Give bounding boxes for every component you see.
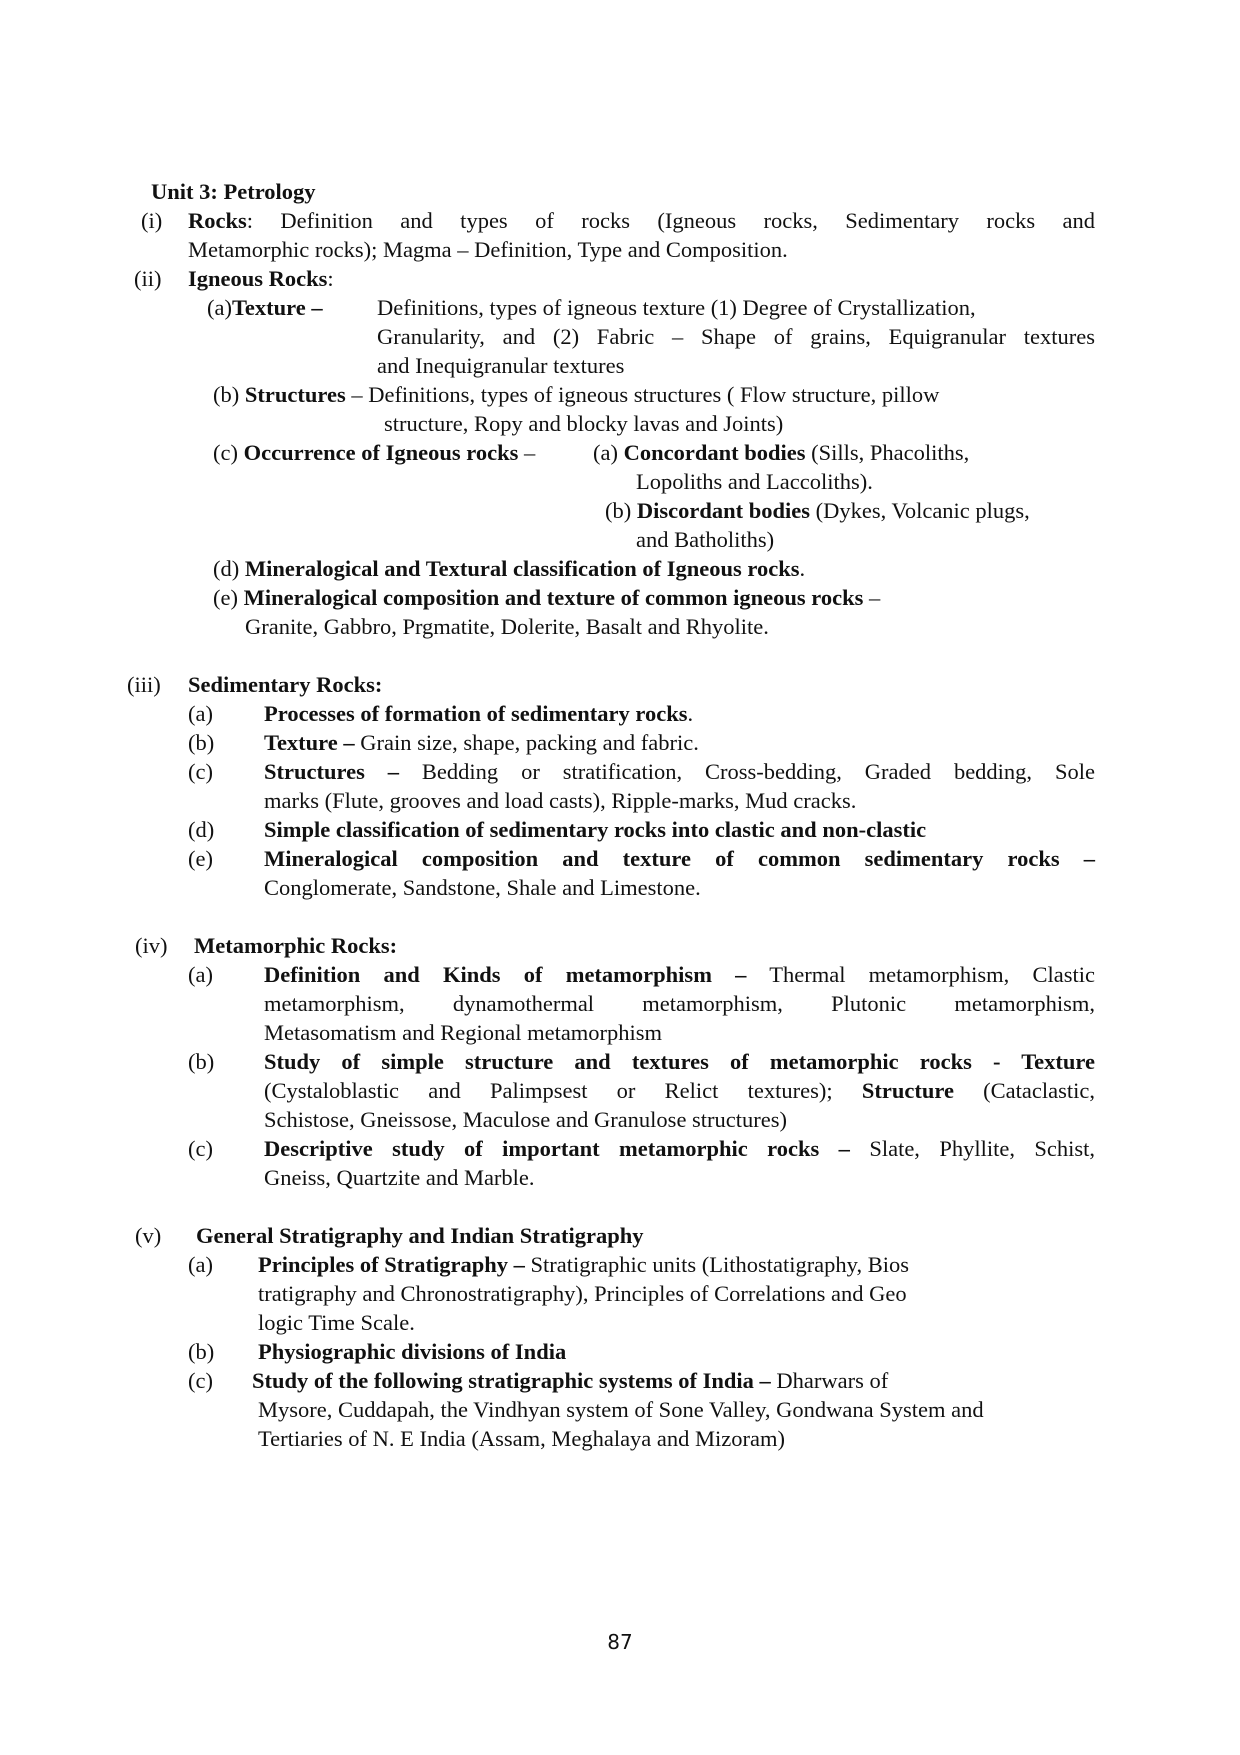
item-ii-b-line2: structure, Ropy and blocky lavas and Joints) (384, 411, 784, 436)
item-v-b-line1: Physiographic divisions of India (258, 1339, 567, 1364)
item-i-number: (i) (141, 208, 163, 233)
item-ii-c-sub-a-line1: (a) Concordant bodies (Sills, Phacoliths, (593, 440, 970, 465)
item-v-c-line2: Mysore, Cuddapah, the Vindhyan system of Sone Valley, Gondwana System and (258, 1397, 984, 1422)
item-ii-a-line3: and Inequigranular textures (377, 353, 625, 378)
item-ii-c-sub-b-line1: (b) Discordant bodies (Dykes, Volcanic plugs, (605, 498, 1030, 523)
item-iv-b-line1: Study of simple structure and textures of metamorphic rocks - Texture (264, 1049, 1095, 1074)
item-v-a-line3: logic Time Scale. (258, 1310, 415, 1335)
item-ii-a-heading: (a)Texture – (207, 295, 323, 320)
item-iv-a-line2: metamorphism, dynamothermal metamorphism, Plutonic metamorphism, (264, 991, 1095, 1016)
item-ii-e-line1: (e) Mineralogical composition and texture of common igneous rocks – (213, 585, 881, 610)
item-iv-c-label: (c) (188, 1136, 213, 1161)
item-iii-d-line1: Simple classification of sedimentary rocks into clastic and non-clastic (264, 817, 927, 842)
item-iii-e-label: (e) (188, 846, 213, 871)
item-iii-e-line2: Conglomerate, Sandstone, Shale and Limestone. (264, 875, 701, 900)
item-v-number: (v) (135, 1223, 162, 1248)
item-v-c-line3: Tertiaries of N. E India (Assam, Meghalaya and Mizoram) (258, 1426, 785, 1451)
item-iii-c-line2: marks (Flute, grooves and load casts), Ripple-marks, Mud cracks. (264, 788, 857, 813)
item-iv-b-line2: (Cystaloblastic and Palimpsest or Relict textures); Structure (Cataclastic, (264, 1078, 1095, 1103)
item-v-heading: General Stratigraphy and Indian Stratigraphy (196, 1223, 644, 1248)
unit-title: Unit 3: Petrology (151, 179, 316, 204)
item-iii-e-line1: Mineralogical composition and texture of common sedimentary rocks – (264, 846, 1095, 871)
item-iv-a-line1: Definition and Kinds of metamorphism – Thermal metamorphism, Clastic (264, 962, 1095, 987)
item-iii-d-label: (d) (188, 817, 215, 842)
item-ii-c-sub-a-line2: Lopoliths and Laccoliths). (636, 469, 873, 494)
item-iv-c-line1: Descriptive study of important metamorphic rocks – Slate, Phyllite, Schist, (264, 1136, 1095, 1161)
item-iv-b-label: (b) (188, 1049, 215, 1074)
item-ii-number: (ii) (134, 266, 162, 291)
item-iv-a-line3: Metasomatism and Regional metamorphism (264, 1020, 663, 1045)
item-v-a-line1: Principles of Stratigraphy – Stratigraphic units (Lithostatigraphy, Bios (258, 1252, 909, 1277)
item-v-c-line1: Study of the following stratigraphic systems of India – Dharwars of (252, 1368, 889, 1393)
item-ii-e-line2: Granite, Gabbro, Prgmatite, Dolerite, Basalt and Rhyolite. (245, 614, 769, 639)
item-iv-c-line2: Gneiss, Quartzite and Marble. (264, 1165, 535, 1190)
item-v-a-line2: tratigraphy and Chronostratigraphy), Principles of Correlations and Geo (258, 1281, 907, 1306)
item-iii-a-line1: Processes of formation of sedimentary rocks. (264, 701, 694, 726)
item-iv-number: (iv) (135, 933, 168, 958)
item-ii-a-line2: Granularity, and (2) Fabric – Shape of grains, Equigranular textures (377, 324, 1095, 349)
item-ii-d: (d) Mineralogical and Textural classification of Igneous rocks. (213, 556, 806, 581)
page-number: 87 (607, 1630, 633, 1654)
item-v-a-label: (a) (188, 1252, 213, 1277)
item-v-b-label: (b) (188, 1339, 215, 1364)
item-iii-number: (iii) (127, 672, 161, 697)
item-iv-b-line3: Schistose, Gneissose, Maculose and Granulose structures) (264, 1107, 788, 1132)
item-ii-c-heading: (c) Occurrence of Igneous rocks – (213, 440, 536, 465)
item-ii-c-sub-b-line2: and Batholiths) (636, 527, 775, 552)
item-ii-b-line1: (b) Structures – Definitions, types of igneous structures ( Flow structure, pillow (213, 382, 940, 407)
item-i-line2: Metamorphic rocks); Magma – Definition, Type and Composition. (188, 237, 788, 262)
item-iii-b-line1: Texture – Grain size, shape, packing and fabric. (264, 730, 699, 755)
item-i-heading: Rocks (188, 208, 247, 233)
item-ii-a-line1: Definitions, types of igneous texture (1) Degree of Crystallization, (377, 295, 976, 320)
item-iii-c-label: (c) (188, 759, 213, 784)
item-iii-heading: Sedimentary Rocks: (188, 672, 383, 697)
item-v-c-label: (c) (188, 1368, 213, 1393)
item-iv-heading: Metamorphic Rocks: (194, 933, 398, 958)
item-iii-c-line1: Structures – Bedding or stratification, Cross-bedding, Graded bedding, Sole (264, 759, 1095, 784)
item-iii-a-label: (a) (188, 701, 213, 726)
item-ii-heading: Igneous Rocks: (188, 266, 334, 291)
item-iii-b-label: (b) (188, 730, 215, 755)
item-iv-a-label: (a) (188, 962, 213, 987)
item-i-line1: Rocks: Definition and types of rocks (Igneous rocks, Sedimentary rocks and (188, 208, 1095, 233)
